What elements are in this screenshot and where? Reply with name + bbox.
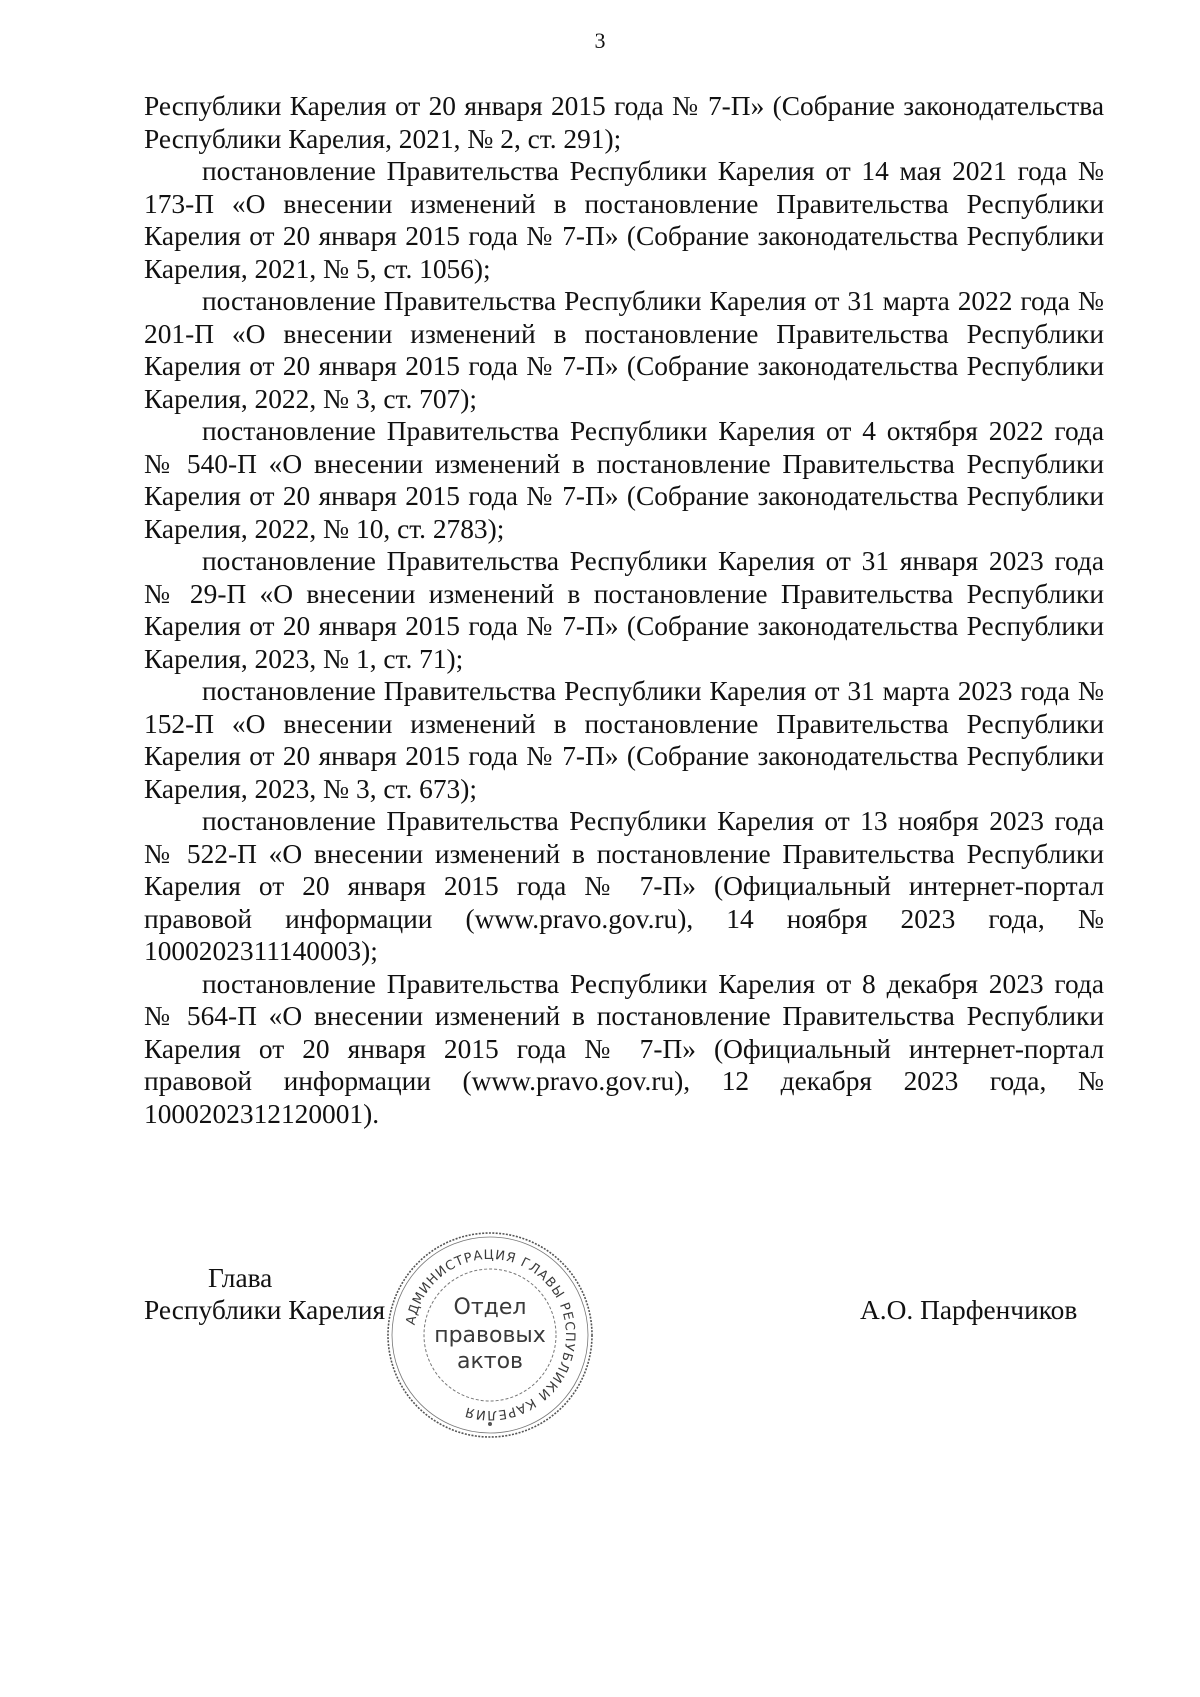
stamp-star-icon: [488, 1422, 492, 1426]
page-number: 3: [594, 28, 606, 53]
paragraph-5: постановление Правительства Республики Карелия от 31 января 2023 года № 29-П «О внесении изменений в постановление Правительства Республики Карелия от 20 января 2015 года № 7-П» (Собрание законодательства Республики Карелия, 2023, № 1, ст. 71);: [144, 546, 1104, 674]
document-body: [144, 90, 1104, 1130]
stamp-center-line-3: актов: [456, 1349, 524, 1374]
paragraph-3: постановление Правительства Республики Карелия от 31 марта 2022 года № 201-П «О внесении изменений в постановление Правительства Республики Карелия от 20 января 2015 года № 7-П» (Собрание законодательства Республики Карелия, 2022, № 3, ст. 707);: [144, 286, 1104, 414]
stamp-center-line-2: правовых: [434, 1323, 546, 1348]
paragraph-1: Республики Карелия от 20 января 2015 года № 7-П» (Собрание законодательства Республики Карелия, 2021, № 2, ст. 291);: [144, 91, 1104, 154]
signatory-title: Глава: [208, 1263, 273, 1293]
stamp-center-line-1: Отдел: [453, 1295, 527, 1320]
paragraph-8: постановление Правительства Республики Карелия от 8 декабря 2023 года № 564-П «О внесении изменений в постановление Правительства Республики Карелия от 20 января 2015 года № 7-П» (Официальный интернет-портал правовой информации (www.pravo.gov.ru), 12 декабря 2023 года, № 1000202312120001).: [144, 968, 1104, 1129]
paragraph-6: постановление Правительства Республики Карелия от 31 марта 2023 года № 152-П «О внесении изменений в постановление Правительства Республики Карелия от 20 января 2015 года № 7-П» (Собрание законодательства Республики Карелия, 2023, № 3, ст. 673);: [144, 676, 1104, 804]
paragraph-7: постановление Правительства Республики Карелия от 13 ноября 2023 года № 522-П «О внесении изменений в постановление Правительства Республики Карелия от 20 января 2015 года № 7-П» (Официальный интернет-портал правовой информации (www.pravo.gov.ru), 14 ноября 2023 года, № 1000202311140003);: [144, 806, 1104, 966]
signatory-name: А.О. Парфенчиков: [860, 1295, 1078, 1325]
stamp-graphic: [383, 1228, 597, 1442]
paragraph-4: постановление Правительства Республики Карелия от 4 октября 2022 года № 540-П «О внесении изменений в постановление Правительства Республики Карелия от 20 января 2015 года № 7-П» (Собрание законодательства Республики Карелия, 2022, № 10, ст. 2783);: [144, 416, 1104, 544]
stamp-ring-textpath: АДМИНИСТРАЦИЯ ГЛАВЫ РЕСПУБЛИКИ КАРЕЛИЯ: [403, 1247, 578, 1423]
signatory-organization: Республики Карелия: [144, 1295, 386, 1325]
official-stamp: [383, 1228, 597, 1442]
paragraph-2: постановление Правительства Республики Карелия от 14 мая 2021 года № 173-П «О внесении изменений в постановление Правительства Республики Карелия от 20 января 2015 года № 7-П» (Собрание законодательства Республики Карелия, 2021, № 5, ст. 1056);: [144, 156, 1104, 284]
